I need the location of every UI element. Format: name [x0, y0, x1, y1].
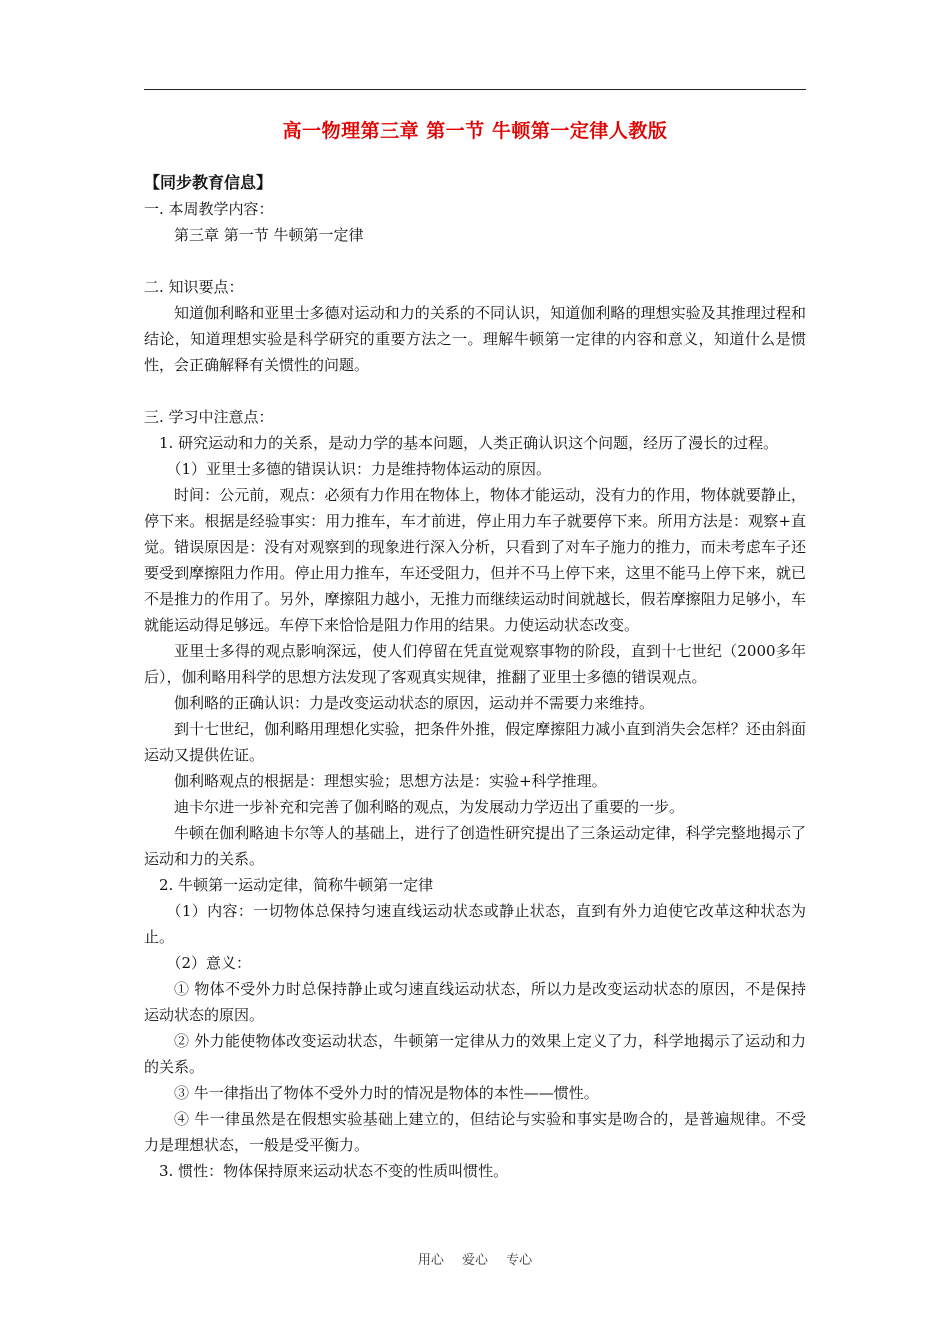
s1-heading: 一. 本周教学内容：	[144, 200, 274, 218]
footer-text-b: 爱心	[461, 1253, 488, 1268]
point-2: 2. 牛顿第一运动定律，简称牛顿第一定律	[159, 876, 434, 894]
meaning-item-2: ② 外力能使物体改变运动状态，牛顿第一定律从力的效果上定义了力，科学地揭示了运动和力的关系。	[144, 1032, 806, 1076]
s3-heading: 三. 学习中注意点：	[144, 408, 274, 426]
paragraph-galileo-3: 伽利略观点的根据是：理想实验；思想方法是：实验+科学推理。	[174, 772, 607, 790]
point-3: 3. 惯性：物体保持原来运动状态不变的性质叫惯性。	[159, 1162, 509, 1180]
paragraph-aristotle: 亚里士多得的观点影响深远，使人们停留在凭直觉观察事物的阶段，直到十七世纪（2000多年后），伽利略用科学的思想方法发现了客观真实规律，推翻了亚里士多德的错误观点。	[144, 642, 806, 686]
paragraph-galileo-1: 伽利略的正确认识：力是改变运动状态的原因，运动并不需要力来维持。	[174, 694, 655, 712]
paragraph-galileo-2: 到十七世纪，伽利略用理想化实验，把条件外推，假定摩擦阻力减小直到消失会怎样？还由斜面运动又提供佐证。	[144, 720, 806, 764]
paragraph-time: 时间：公元前，观点：必须有力作用在物体上，物体才能运动，没有力的作用，物体就要静止，停下来。根据是经验事实：用力推车，车才前进，停止用力车子就要停下来。所用方法是：观察+直觉。错误原因是：没有对观察到的现象进行深入分析，只看到了对车子施力的推力，而未考虑车子还要受到摩擦阻力作用。停止用力推车，车还受阻力，但并不马上停下来，这里不能马上停下来，就已不是推力的作用了。另外，摩擦阻力越小，无推力而继续运动时间就越长，假若摩擦阻力足够小，车就能运动得足够远。车停下来恰恰是阻力作用的结果。力使运动状态改变。	[144, 486, 806, 634]
document-body	[144, 170, 806, 1184]
s2-text: 知道伽利略和亚里士多德对运动和力的关系的不同认识，知道伽利略的理想实验及其推理过程和结论，知道理想实验是科学研究的重要方法之一。理解牛顿第一定律的内容和意义，知道什么是惯性，会正确解释有关惯性的问题。	[144, 304, 806, 374]
s1-line: 第三章 第一节 牛顿第一定律	[174, 226, 364, 244]
s2-heading: 二. 知识要点：	[144, 278, 244, 296]
point-2-meaning: （2）意义：	[166, 954, 252, 972]
meaning-item-4: ④ 牛一律虽然是在假想实验基础上建立的，但结论与实验和事实是吻合的，是普遍规律。不受力是理想状态，一般是受平衡力。	[144, 1110, 806, 1154]
footer-text-a: 用心	[417, 1253, 444, 1268]
meaning-item-3: ③ 牛一律指出了物体不受外力时的情况是物体的本性——惯性。	[174, 1084, 599, 1102]
point-1: 1. 研究运动和力的关系，是动力学的基本问题，人类正确认识这个问题，经历了漫长的过程。	[159, 434, 779, 452]
point-1-sub: （1）亚里士多德的错误认识：力是维持物体运动的原因。	[166, 460, 552, 478]
header-rule	[144, 89, 806, 90]
paragraph-descartes: 迪卡尔进一步补充和完善了伽利略的观点，为发展动力学迈出了重要的一步。	[174, 798, 685, 816]
point-2-content: （1）内容：一切物体总保持匀速直线运动状态或静止状态，直到有外力迫使它改革这种状态为止。	[144, 902, 806, 946]
meaning-item-1: ① 物体不受外力时总保持静止或匀速直线运动状态，所以力是改变运动状态的原因，不是保持运动状态的原因。	[144, 980, 806, 1024]
paragraph-newton: 牛顿在伽利略迪卡尔等人的基础上，进行了创造性研究提出了三条运动定律，科学完整地揭示了运动和力的关系。	[144, 824, 806, 868]
page-footer	[0, 1249, 950, 1268]
section-header: 【同步教育信息】	[144, 173, 273, 192]
footer-text-c: 专心	[506, 1253, 533, 1268]
page-title: 高一物理第三章 第一节 牛顿第一定律人教版	[282, 120, 668, 142]
